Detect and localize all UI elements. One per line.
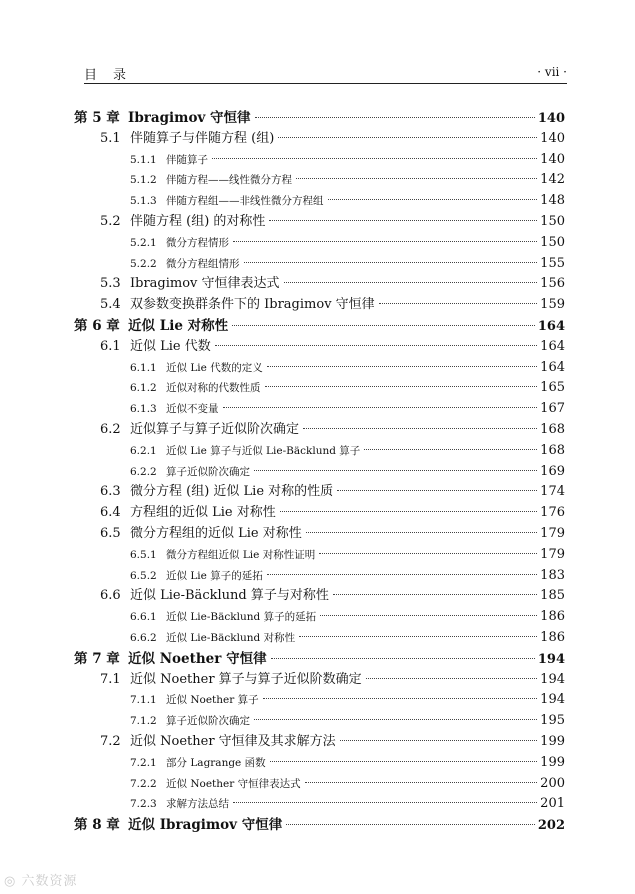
entry-page: 159 <box>540 297 565 313</box>
dot-leader <box>337 490 537 491</box>
entry-title: 近似对称的代数性质 <box>166 382 261 395</box>
entry-number: 5.1.1 <box>130 153 157 166</box>
entry-page: 186 <box>540 609 565 625</box>
dot-leader <box>232 325 535 326</box>
dot-leader <box>267 366 537 367</box>
dot-leader <box>296 178 537 179</box>
entry-page: 168 <box>540 442 565 458</box>
entry-page: 165 <box>540 380 565 396</box>
entry-title: Ibragimov 守恒律表达式 <box>130 276 280 292</box>
toc-entry-section[interactable] <box>0 129 635 150</box>
dot-leader <box>267 574 537 575</box>
dot-leader <box>244 262 538 263</box>
dot-leader <box>299 636 537 637</box>
toc-entry-subsection[interactable] <box>0 191 635 212</box>
entry-title: 求解方法总结 <box>166 798 229 811</box>
entry-number: 7.1 <box>100 671 121 687</box>
entry-page: 168 <box>540 421 565 437</box>
entry-title: 近似不变量 <box>166 403 219 416</box>
entry-number: 5.1.3 <box>130 195 157 208</box>
entry-title: 近似 Lie 对称性 <box>128 317 229 334</box>
entry-page: 195 <box>540 713 565 729</box>
page-number: · vii · <box>537 65 567 79</box>
entry-title: 双参数变换群条件下的 Ibragimov 守恒律 <box>130 297 375 313</box>
entry-title: 近似算子与算子近似阶次确定 <box>130 421 300 437</box>
entry-number: 6.2.2 <box>130 465 157 478</box>
entry-number: 5.2.2 <box>130 257 157 270</box>
dot-leader <box>303 428 537 429</box>
entry-page: 179 <box>540 546 565 562</box>
entry-page: 156 <box>540 276 565 292</box>
entry-page: 176 <box>540 505 565 521</box>
toc-entry-chapter[interactable] <box>0 815 635 836</box>
entry-page: 164 <box>537 318 565 334</box>
entry-title: 算子近似阶次确定 <box>166 465 250 478</box>
toc-entry-subsection[interactable] <box>0 711 635 732</box>
entry-page: 167 <box>540 401 565 417</box>
entry-title: 近似 Lie-Bäcklund 对称性 <box>166 631 296 644</box>
entry-number: 7.2.3 <box>130 798 157 811</box>
toc-entry-subsection[interactable] <box>0 753 635 774</box>
entry-number: 7.1.1 <box>130 694 157 707</box>
entry-number: 第 5 章 <box>74 110 120 126</box>
entry-page: 142 <box>540 172 565 188</box>
toc-entry-chapter[interactable] <box>0 108 635 129</box>
entry-title: 微分方程组近似 Lie 对称性证明 <box>166 548 316 561</box>
dot-leader <box>320 615 537 616</box>
entry-title: 近似 Lie 代数 <box>130 338 211 354</box>
entry-number: 7.1.2 <box>130 715 157 728</box>
entry-page: 202 <box>537 818 565 834</box>
toc-entry-subsection[interactable] <box>0 358 635 379</box>
entry-title: 伴随算子 <box>166 153 208 166</box>
toc-entry-subsection[interactable] <box>0 150 635 171</box>
entry-title: 近似 Lie-Bäcklund 算子的延拓 <box>166 611 317 624</box>
toc-entry-section[interactable] <box>0 503 635 524</box>
entry-number: 7.2.1 <box>130 756 157 769</box>
entry-title: 近似 Noether 守恒律及其求解方法 <box>130 733 336 749</box>
entry-number: 6.1 <box>100 338 121 354</box>
dot-leader <box>233 241 537 242</box>
entry-number: 7.2 <box>100 733 121 749</box>
entry-title: 伴随算子与伴随方程 (组) <box>130 130 275 146</box>
toc-entry-section[interactable] <box>0 586 635 607</box>
entry-page: 186 <box>540 629 565 645</box>
dot-leader <box>265 386 538 387</box>
dot-leader <box>269 220 537 221</box>
entry-title: 近似 Lie 算子与近似 Lie-Bäcklund 算子 <box>166 444 361 457</box>
entry-page: 140 <box>540 130 565 146</box>
dot-leader <box>328 199 538 200</box>
entry-page: 199 <box>540 754 565 770</box>
entry-page: 201 <box>540 796 565 812</box>
toc-entry-subsection[interactable] <box>0 545 635 566</box>
entry-page: 164 <box>540 359 565 375</box>
entry-number: 5.4 <box>100 297 121 313</box>
toc-entry-subsection[interactable] <box>0 399 635 420</box>
entry-page: 164 <box>540 338 565 354</box>
dot-leader <box>306 532 537 533</box>
entry-page: 199 <box>540 733 565 749</box>
entry-title: 微分方程组的近似 Lie 对称性 <box>130 525 302 541</box>
entry-number: 6.2 <box>100 421 121 437</box>
running-header <box>84 64 567 84</box>
entry-title: 近似 Noether 算子与算子近似阶数确定 <box>130 671 362 687</box>
entry-title: 近似 Lie 算子的延拓 <box>166 569 263 582</box>
dot-leader <box>379 303 538 304</box>
toc-entry-subsection[interactable] <box>0 628 635 649</box>
dot-leader <box>254 470 537 471</box>
entry-page: 194 <box>537 651 565 667</box>
entry-title: 近似 Lie-Bäcklund 算子与对称性 <box>130 588 329 604</box>
entry-page: 185 <box>540 588 565 604</box>
entry-title: 微分方程组情形 <box>166 257 240 270</box>
entry-number: 6.5.1 <box>130 548 157 561</box>
dot-leader <box>366 678 538 679</box>
entry-number: 6.1.2 <box>130 382 157 395</box>
entry-number: 第 7 章 <box>74 650 120 667</box>
entry-number: 5.1 <box>100 130 121 146</box>
toc-entry-subsection[interactable] <box>0 170 635 191</box>
toc-entry-chapter[interactable] <box>0 316 635 337</box>
toc-entry-subsection[interactable] <box>0 566 635 587</box>
toc-entry-subsection[interactable] <box>0 254 635 275</box>
entry-page: 194 <box>540 671 565 687</box>
entry-title: 近似 Lie 代数的定义 <box>166 361 263 374</box>
dot-leader <box>215 345 537 346</box>
entry-number: 5.3 <box>100 276 121 292</box>
entry-page: 140 <box>540 151 565 167</box>
entry-number: 6.1.1 <box>130 361 157 374</box>
entry-number: 6.1.3 <box>130 403 157 416</box>
entry-page: 194 <box>540 692 565 708</box>
entry-number: 5.2.1 <box>130 236 157 249</box>
toc-entry-section[interactable] <box>0 420 635 441</box>
dot-leader <box>286 824 535 825</box>
watermark-logo: ◎ 六数资源 <box>4 874 78 889</box>
toc-entry-section[interactable] <box>0 670 635 691</box>
entry-page: 150 <box>540 234 565 250</box>
entry-number: 7.2.2 <box>130 777 157 790</box>
toc-entry-section[interactable] <box>0 212 635 233</box>
toc-entry-subsection[interactable] <box>0 690 635 711</box>
entry-page: 150 <box>540 213 565 229</box>
entry-title: 伴随方程组——非线性微分方程组 <box>166 195 324 208</box>
entry-title: 伴随方程 (组) 的对称性 <box>130 213 266 229</box>
toc-entry-subsection[interactable] <box>0 462 635 483</box>
entry-title: 近似 Noether 守恒律表达式 <box>166 777 301 790</box>
toc-entry-subsection[interactable] <box>0 233 635 254</box>
entry-title: 微分方程 (组) 近似 Lie 对称的性质 <box>130 484 334 500</box>
toc-entry-chapter[interactable] <box>0 649 635 670</box>
entry-page: 174 <box>540 484 565 500</box>
toc-entry-subsection[interactable] <box>0 794 635 815</box>
dot-leader <box>333 594 537 595</box>
entry-number: 6.6 <box>100 588 121 604</box>
dot-leader <box>305 782 538 783</box>
dot-leader <box>254 719 537 720</box>
dot-leader <box>278 137 537 138</box>
entry-number: 5.2 <box>100 213 121 229</box>
toc-entry-subsection[interactable] <box>0 774 635 795</box>
toc-entry-section[interactable] <box>0 337 635 358</box>
entry-title: Ibragimov 守恒律 <box>128 110 251 126</box>
dot-leader <box>319 553 537 554</box>
entry-number: 6.6.1 <box>130 611 157 624</box>
toc-entry-section[interactable] <box>0 274 635 295</box>
entry-number: 6.2.1 <box>130 444 157 457</box>
toc-entry-section[interactable] <box>0 295 635 316</box>
header-title: 目录 <box>84 68 143 83</box>
entry-title: 近似 Ibragimov 守恒律 <box>128 817 283 834</box>
entry-page: 148 <box>540 193 565 209</box>
entry-number: 6.3 <box>100 484 121 500</box>
entry-page: 140 <box>537 111 565 126</box>
entry-number: 第 8 章 <box>74 817 120 834</box>
toc-entry-section[interactable] <box>0 482 635 503</box>
entry-page: 155 <box>540 255 565 271</box>
dot-leader <box>271 658 535 659</box>
entry-title: 算子近似阶次确定 <box>166 715 250 728</box>
entry-number: 5.1.2 <box>130 174 157 187</box>
dot-leader <box>212 158 537 159</box>
dot-leader <box>364 449 537 450</box>
entry-title: 微分方程情形 <box>166 236 229 249</box>
entry-page: 183 <box>540 567 565 583</box>
entry-number: 6.6.2 <box>130 631 157 644</box>
entry-title: 近似 Noether 守恒律 <box>128 650 267 667</box>
dot-leader <box>263 698 538 699</box>
entry-page: 169 <box>540 463 565 479</box>
entry-number: 6.5.2 <box>130 569 157 582</box>
header-rule <box>84 83 567 84</box>
entry-page: 179 <box>540 525 565 541</box>
toc-entry-section[interactable] <box>0 524 635 545</box>
entry-number: 第 6 章 <box>74 317 120 334</box>
toc-entry-subsection[interactable] <box>0 607 635 628</box>
toc-entry-section[interactable] <box>0 732 635 753</box>
dot-leader <box>270 761 538 762</box>
entry-title: 部分 Lagrange 函数 <box>166 756 266 769</box>
dot-leader <box>233 802 537 803</box>
toc-entry-subsection[interactable] <box>0 441 635 462</box>
dot-leader <box>280 511 537 512</box>
entry-title: 方程组的近似 Lie 对称性 <box>130 505 276 521</box>
entry-title: 近似 Noether 算子 <box>166 694 259 707</box>
dot-leader <box>340 740 538 741</box>
toc-entry-subsection[interactable] <box>0 378 635 399</box>
dot-leader <box>284 282 538 283</box>
entry-number: 6.4 <box>100 505 121 521</box>
entry-title: 伴随方程——线性微分方程 <box>166 174 292 187</box>
entry-number: 6.5 <box>100 525 121 541</box>
dot-leader <box>255 117 535 118</box>
table-of-contents <box>0 108 635 836</box>
entry-page: 200 <box>540 775 565 791</box>
dot-leader <box>223 407 538 408</box>
